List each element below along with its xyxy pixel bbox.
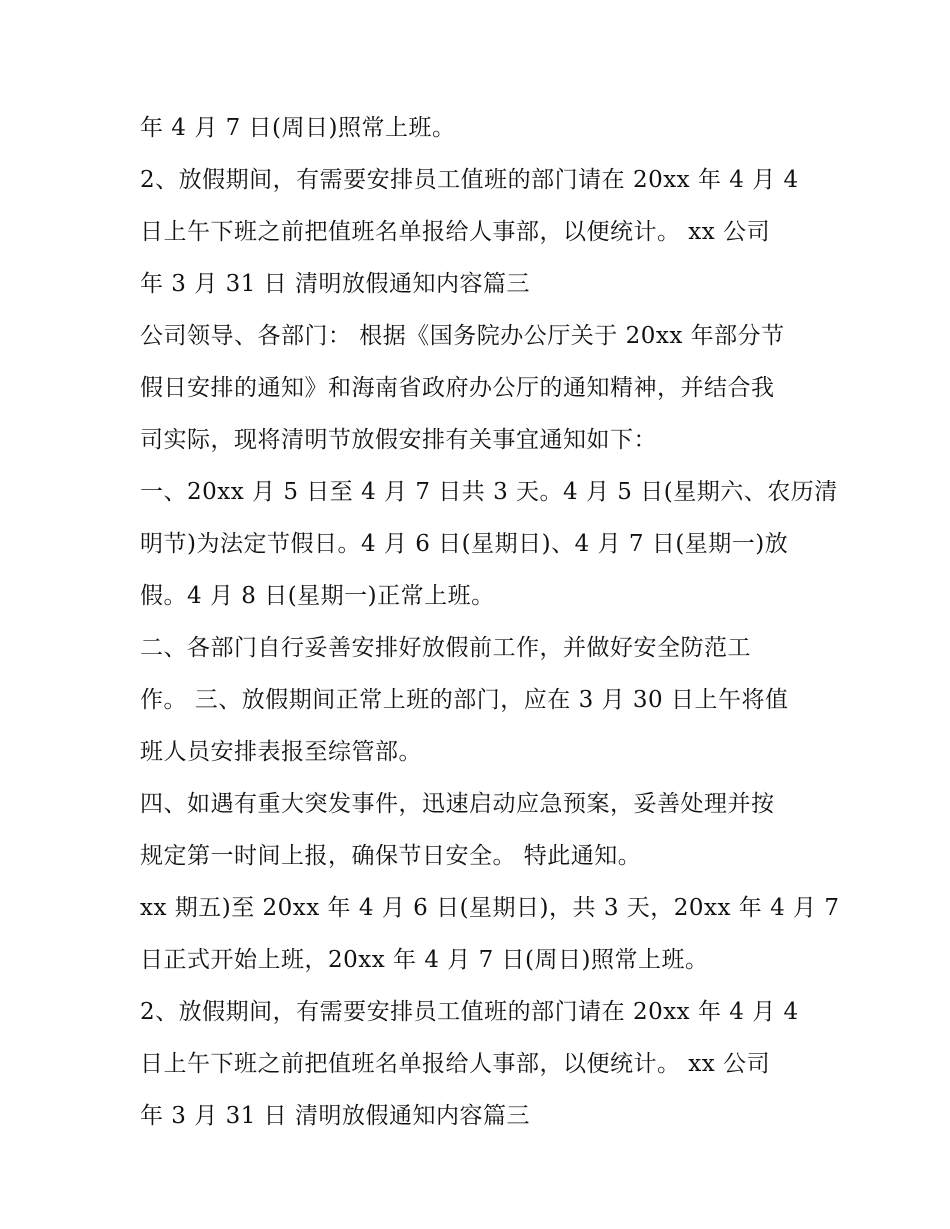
text-line: 年 3 月 31 日 清明放假通知内容篇三 [140, 1103, 530, 1129]
text-line: 假。4 月 8 日(星期一)正常上班。 [140, 583, 495, 609]
document-body [140, 102, 840, 1142]
text-line: 二、各部门自行妥善安排好放假前工作，并做好安全防范工 [140, 635, 751, 661]
text-line: 日上午下班之前把值班名单报给人事部，以便统计。 xx 公司 [140, 219, 771, 245]
text-line: 四、如遇有重大突发事件，迅速启动应急预案，妥善处理并按 [140, 791, 775, 817]
text-line: 年 4 月 7 日(周日)照常上班。 [140, 115, 456, 141]
text-line: 司实际，现将清明节放假安排有关事宜通知如下： [140, 427, 657, 453]
text-line: 日正式开始上班，20xx 年 4 月 7 日(周日)照常上班。 [140, 947, 709, 973]
text-line: 公司领导、各部门： 根据《国务院办公厅关于 20xx 年部分节 [140, 323, 785, 349]
text-line: 一、20xx 月 5 日至 4 月 7 日共 3 天。4 月 5 日(星期六、农历清 [140, 479, 838, 505]
text-line: 2、放假期间，有需要安排员工值班的部门请在 20xx 年 4 月 4 [140, 999, 799, 1025]
text-line: xx 期五)至 20xx 年 4 月 6 日(星期日)，共 3 天，20xx 年 4 月 7 [140, 895, 840, 921]
text-line: 日上午下班之前把值班名单报给人事部，以便统计。 xx 公司 [140, 1051, 771, 1077]
text-line: 明节)为法定节假日。4 月 6 日(星期日)、4 月 7 日(星期一)放 [140, 531, 789, 557]
text-line: 规定第一时间上报，确保节日安全。 特此通知。 [140, 843, 642, 869]
text-line: 2、放假期间，有需要安排员工值班的部门请在 20xx 年 4 月 4 [140, 167, 799, 193]
text-line: 年 3 月 31 日 清明放假通知内容篇三 [140, 271, 530, 297]
text-line: 班人员安排表报至综管部。 [140, 739, 422, 765]
text-line: 假日安排的通知》和海南省政府办公厅的通知精神，并结合我 [140, 375, 775, 401]
text-line: 作。 三、放假期间正常上班的部门，应在 3 月 30 日上午将值 [140, 687, 789, 713]
